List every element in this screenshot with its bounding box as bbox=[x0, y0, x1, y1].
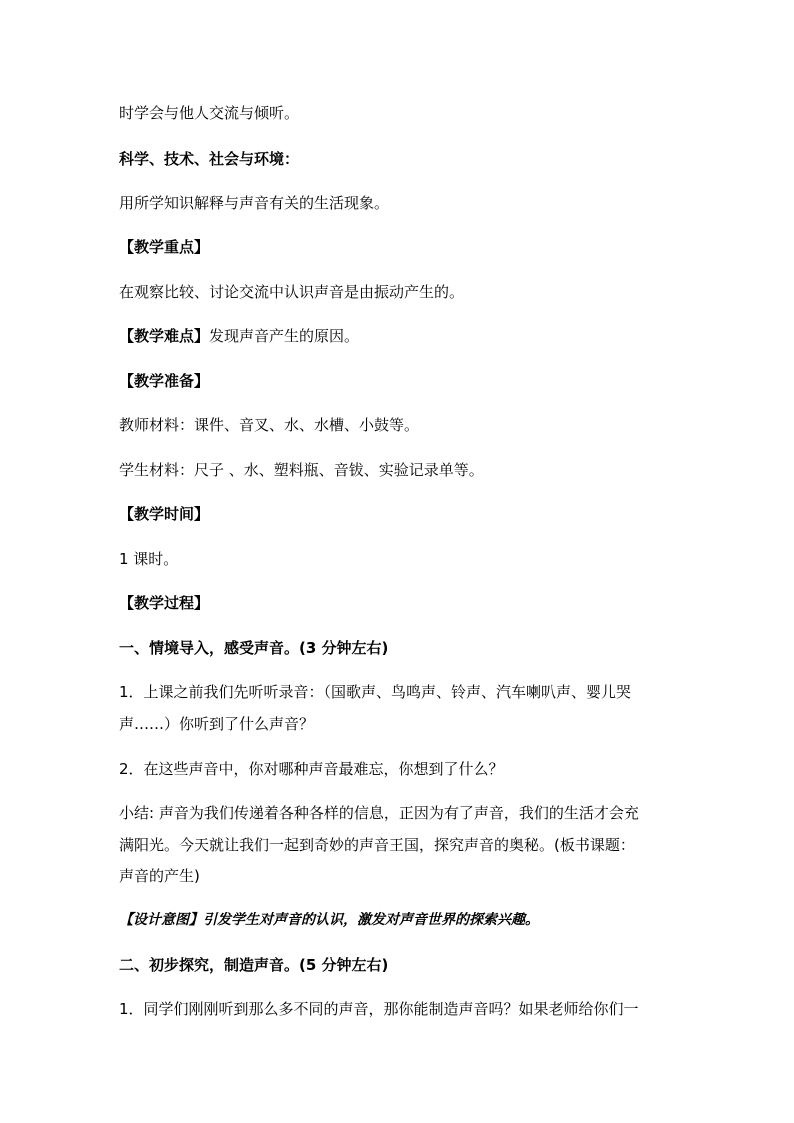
section-heading: 【教学过程】 bbox=[119, 594, 210, 612]
text-line: 1．同学们刚刚听到那么多不同的声音，那你能制造声音吗？如果老师给你们一 bbox=[119, 1000, 639, 1018]
design-intent: 【设计意图】引发学生对声音的认识，激发对声音世界的探索兴趣。 bbox=[119, 912, 539, 928]
text-line: 发现声音产生的原因。 bbox=[209, 327, 360, 345]
difficulty-line bbox=[119, 327, 679, 345]
section-heading: 【教学重点】 bbox=[119, 238, 210, 256]
section-heading: 一、情境导入，感受声音。(3 分钟左右) bbox=[119, 639, 389, 657]
text-line: 教师材料：课件、音叉、水、水槽、小鼓等。 bbox=[119, 416, 420, 434]
text-line: 1．上课之前我们先听听录音：（国歌声、鸟鸣声、铃声、汽车喇叭声、婴儿哭 bbox=[119, 683, 632, 701]
text-line: 时学会与他人交流与倾听。 bbox=[119, 104, 300, 122]
text-line: 声音的产生) bbox=[119, 867, 200, 885]
text-line: 在观察比较、讨论交流中认识声音是由振动产生的。 bbox=[119, 283, 465, 301]
section-heading: 【教学准备】 bbox=[119, 372, 210, 390]
text-line: 声……）你听到了什么声音？ bbox=[119, 715, 315, 733]
section-heading: 科学、技术、社会与环境： bbox=[119, 150, 300, 168]
text-line: 2．在这些声音中，你对哪种声音最难忘，你想到了什么？ bbox=[119, 760, 504, 778]
section-heading: 【教学时间】 bbox=[119, 505, 210, 523]
text-line: 学生材料：尺子 、水、塑料瓶、音钹、实验记录单等。 bbox=[119, 461, 484, 479]
text-line: 满阳光。今天就让我们一起到奇妙的声音王国，探究声音的奥秘。(板书课题： bbox=[119, 836, 635, 854]
text-line: 1 课时。 bbox=[119, 550, 179, 568]
text-line: 小结: 声音为我们传递着各种各样的信息，正因为有了声音，我们的生活才会充 bbox=[119, 804, 639, 822]
section-heading: 【教学难点】 bbox=[119, 327, 210, 345]
section-heading: 二、初步探究，制造声音。(5 分钟左右) bbox=[119, 956, 389, 974]
text-line: 用所学知识解释与声音有关的生活现象。 bbox=[119, 194, 390, 212]
